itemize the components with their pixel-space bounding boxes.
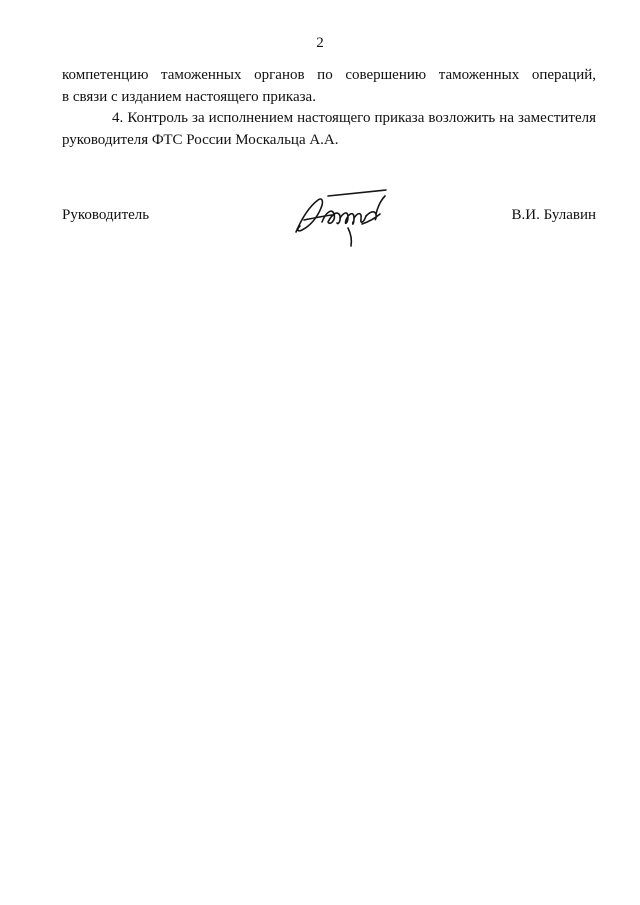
paragraph-line: 4. Контроль за исполнением настоящего приказа возложить на заместителя	[112, 110, 596, 126]
paragraph-continuation	[62, 64, 596, 108]
signatory-title: Руководитель	[62, 207, 150, 223]
paragraph-line: в связи с изданием настоящего приказа.	[62, 89, 316, 105]
handwritten-signature	[288, 188, 393, 250]
page-number: 2	[316, 35, 324, 51]
paragraph-item-4	[62, 107, 596, 151]
paragraph-line: компетенцию таможенных органов по совершению таможенных операций,	[62, 67, 596, 83]
signatory-name: В.И. Булавин	[511, 207, 596, 223]
paragraph-line: руководителя ФТС России Москальца А.А.	[62, 132, 339, 148]
